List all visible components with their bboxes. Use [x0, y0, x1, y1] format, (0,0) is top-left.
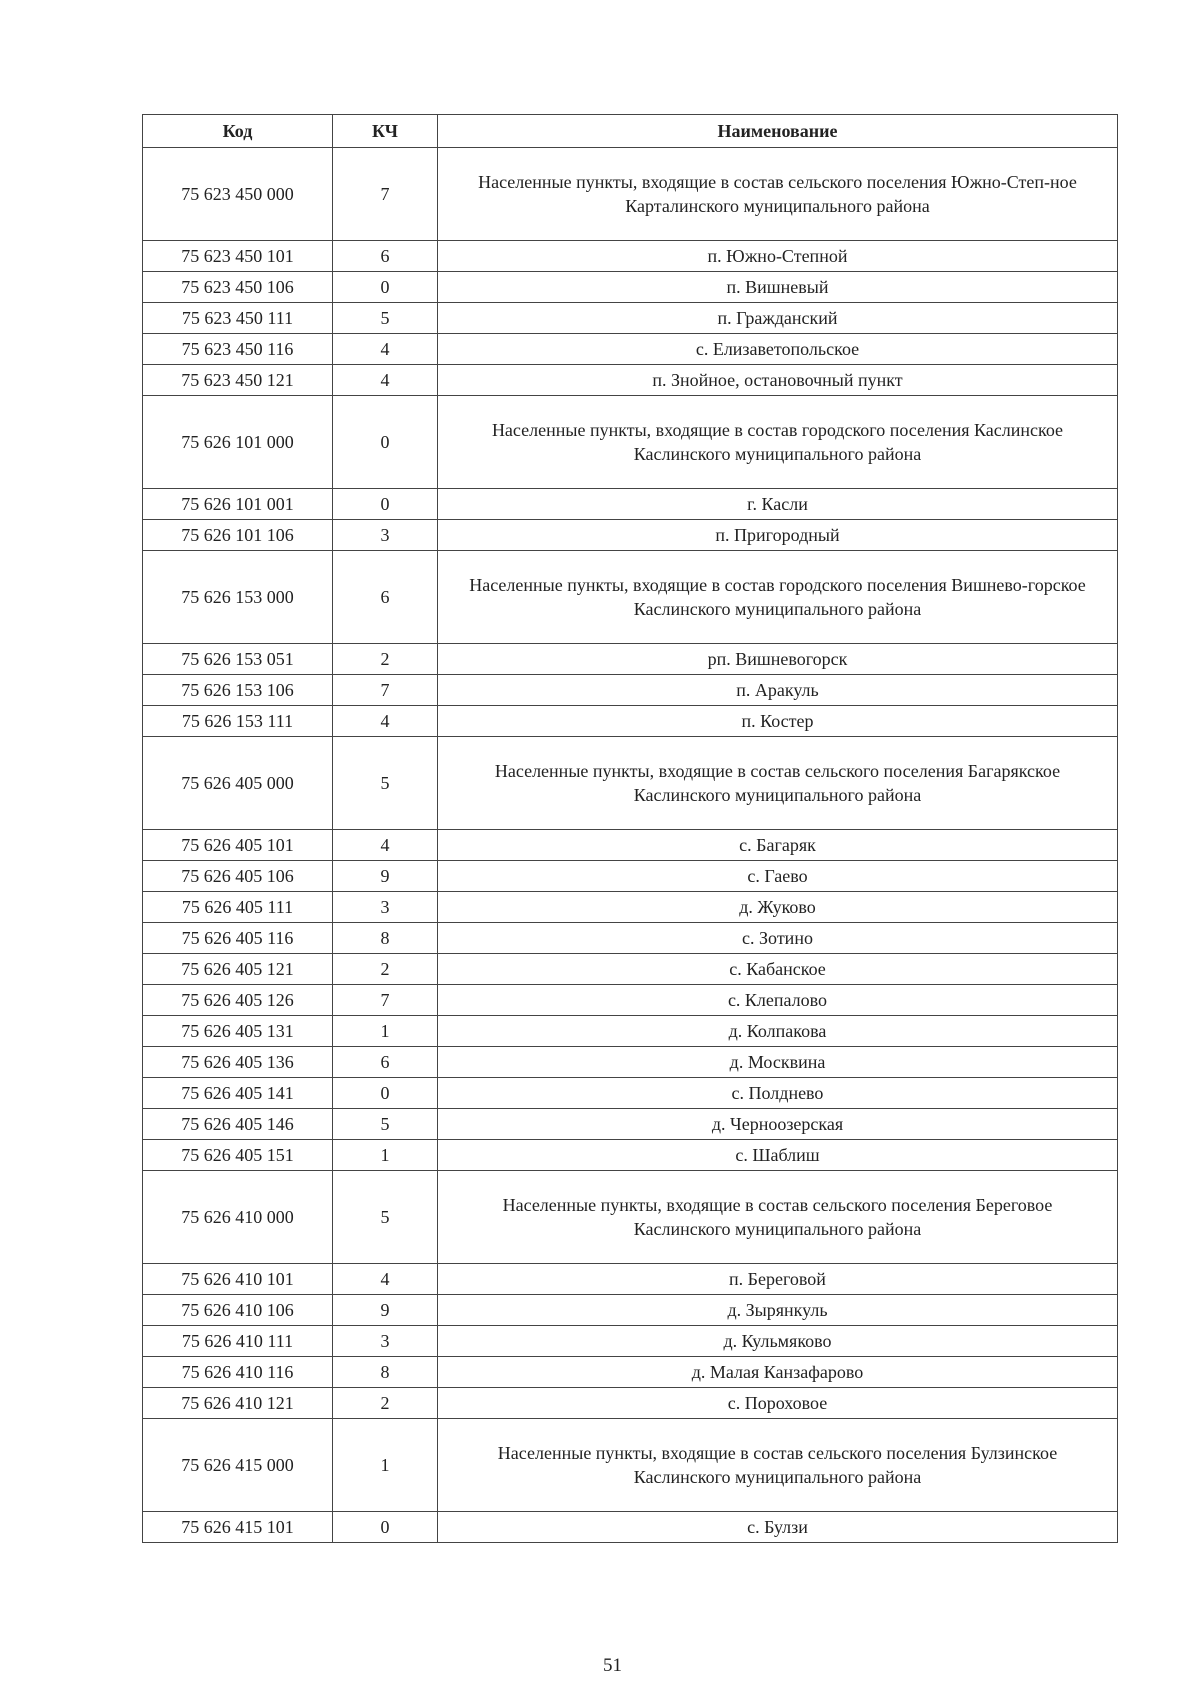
cell-name: д. Кульмяково [438, 1326, 1118, 1357]
cell-code: 75 626 410 106 [143, 1295, 333, 1326]
cell-name: с. Клепалово [438, 985, 1118, 1016]
table-row [143, 675, 1118, 706]
cell-kch: 3 [333, 1326, 438, 1357]
cell-code: 75 626 405 136 [143, 1047, 333, 1078]
cell-code: 75 626 415 000 [143, 1419, 333, 1512]
cell-code: 75 626 101 000 [143, 396, 333, 489]
cell-name: Населенные пункты, входящие в состав сельского поселения Булзинское Каслинского муниципального района [438, 1419, 1118, 1512]
table-row [143, 923, 1118, 954]
table-header-row [143, 115, 1118, 148]
cell-name: Населенные пункты, входящие в состав городского поселения Каслинское Каслинского муниципального района [438, 396, 1118, 489]
cell-code: 75 623 450 116 [143, 334, 333, 365]
cell-name: п. Береговой [438, 1264, 1118, 1295]
table-row [143, 861, 1118, 892]
table-group-row [143, 737, 1118, 830]
cell-name: Населенные пункты, входящие в состав сельского поселения Южно-Степ-ное Карталинского муниципального района [438, 148, 1118, 241]
table-row [143, 1295, 1118, 1326]
cell-code: 75 626 410 116 [143, 1357, 333, 1388]
cell-kch: 4 [333, 365, 438, 396]
cell-name: Населенные пункты, входящие в состав сельского поселения Багарякское Каслинского муниципального района [438, 737, 1118, 830]
classifier-page [142, 114, 1117, 1543]
cell-kch: 3 [333, 520, 438, 551]
cell-code: 75 626 153 106 [143, 675, 333, 706]
header-code: Код [143, 115, 333, 148]
cell-name: с. Елизаветопольское [438, 334, 1118, 365]
cell-code: 75 626 410 101 [143, 1264, 333, 1295]
cell-name: п. Южно-Степной [438, 241, 1118, 272]
cell-name: п. Знойное, остановочный пункт [438, 365, 1118, 396]
cell-name: д. Колпакова [438, 1016, 1118, 1047]
classifier-table [142, 114, 1118, 1543]
cell-kch: 1 [333, 1419, 438, 1512]
table-row [143, 241, 1118, 272]
cell-kch: 5 [333, 1109, 438, 1140]
cell-kch: 8 [333, 923, 438, 954]
cell-kch: 4 [333, 830, 438, 861]
table-row [143, 1326, 1118, 1357]
cell-code: 75 626 153 111 [143, 706, 333, 737]
cell-code: 75 623 450 121 [143, 365, 333, 396]
cell-code: 75 626 410 121 [143, 1388, 333, 1419]
cell-kch: 4 [333, 706, 438, 737]
cell-kch: 1 [333, 1016, 438, 1047]
cell-kch: 7 [333, 675, 438, 706]
table-row [143, 985, 1118, 1016]
table-row [143, 1078, 1118, 1109]
cell-code: 75 626 405 141 [143, 1078, 333, 1109]
cell-kch: 4 [333, 334, 438, 365]
table-row [143, 520, 1118, 551]
table-row [143, 1140, 1118, 1171]
cell-code: 75 623 450 111 [143, 303, 333, 334]
cell-code: 75 626 405 131 [143, 1016, 333, 1047]
cell-code: 75 623 450 101 [143, 241, 333, 272]
cell-name: Населенные пункты, входящие в состав сельского поселения Береговое Каслинского муниципального района [438, 1171, 1118, 1264]
cell-name: п. Вишневый [438, 272, 1118, 303]
cell-kch: 9 [333, 1295, 438, 1326]
cell-name: с. Гаево [438, 861, 1118, 892]
cell-name: д. Зырянкуль [438, 1295, 1118, 1326]
table-row [143, 1388, 1118, 1419]
table-row [143, 334, 1118, 365]
table-row [143, 489, 1118, 520]
cell-name: Населенные пункты, входящие в состав городского поселения Вишнево-горское Каслинского муниципального района [438, 551, 1118, 644]
cell-code: 75 626 415 101 [143, 1512, 333, 1543]
cell-code: 75 626 405 000 [143, 737, 333, 830]
cell-kch: 2 [333, 1388, 438, 1419]
table-row [143, 1264, 1118, 1295]
header-kch: КЧ [333, 115, 438, 148]
cell-code: 75 623 450 000 [143, 148, 333, 241]
cell-name: рп. Вишневогорск [438, 644, 1118, 675]
cell-code: 75 626 405 151 [143, 1140, 333, 1171]
cell-kch: 7 [333, 148, 438, 241]
cell-name: п. Костер [438, 706, 1118, 737]
cell-code: 75 626 405 111 [143, 892, 333, 923]
cell-code: 75 626 405 116 [143, 923, 333, 954]
cell-kch: 6 [333, 241, 438, 272]
cell-kch: 7 [333, 985, 438, 1016]
table-row [143, 1512, 1118, 1543]
table-row [143, 1109, 1118, 1140]
cell-name: д. Малая Канзафарово [438, 1357, 1118, 1388]
table-group-row [143, 396, 1118, 489]
cell-name: с. Зотино [438, 923, 1118, 954]
cell-kch: 6 [333, 1047, 438, 1078]
cell-kch: 2 [333, 954, 438, 985]
header-name: Наименование [438, 115, 1118, 148]
cell-kch: 5 [333, 737, 438, 830]
cell-name: д. Москвина [438, 1047, 1118, 1078]
cell-code: 75 626 405 106 [143, 861, 333, 892]
cell-code: 75 626 153 000 [143, 551, 333, 644]
table-group-row [143, 1171, 1118, 1264]
table-group-row [143, 148, 1118, 241]
table-row [143, 303, 1118, 334]
cell-kch: 8 [333, 1357, 438, 1388]
cell-code: 75 626 101 106 [143, 520, 333, 551]
cell-code: 75 626 405 126 [143, 985, 333, 1016]
cell-name: с. Багаряк [438, 830, 1118, 861]
cell-kch: 0 [333, 489, 438, 520]
cell-name: д. Жуково [438, 892, 1118, 923]
table-row [143, 644, 1118, 675]
table-row [143, 272, 1118, 303]
page-number: 51 [603, 1655, 622, 1676]
cell-kch: 1 [333, 1140, 438, 1171]
cell-code: 75 626 410 111 [143, 1326, 333, 1357]
table-row [143, 1016, 1118, 1047]
cell-kch: 3 [333, 892, 438, 923]
cell-kch: 0 [333, 1512, 438, 1543]
cell-code: 75 626 405 121 [143, 954, 333, 985]
cell-name: с. Пороховое [438, 1388, 1118, 1419]
table-row [143, 1047, 1118, 1078]
table-row [143, 892, 1118, 923]
cell-kch: 0 [333, 272, 438, 303]
cell-name: с. Шаблиш [438, 1140, 1118, 1171]
cell-name: п. Гражданский [438, 303, 1118, 334]
cell-code: 75 626 410 000 [143, 1171, 333, 1264]
cell-code: 75 626 153 051 [143, 644, 333, 675]
cell-kch: 0 [333, 396, 438, 489]
cell-name: с. Полднево [438, 1078, 1118, 1109]
cell-code: 75 626 405 101 [143, 830, 333, 861]
cell-kch: 5 [333, 303, 438, 334]
cell-kch: 4 [333, 1264, 438, 1295]
table-row [143, 365, 1118, 396]
table-row [143, 954, 1118, 985]
cell-name: с. Кабанское [438, 954, 1118, 985]
cell-code: 75 626 101 001 [143, 489, 333, 520]
table-group-row [143, 551, 1118, 644]
table-row [143, 830, 1118, 861]
cell-name: д. Черноозерская [438, 1109, 1118, 1140]
cell-name: п. Пригородный [438, 520, 1118, 551]
cell-kch: 9 [333, 861, 438, 892]
cell-name: г. Касли [438, 489, 1118, 520]
table-row [143, 706, 1118, 737]
cell-kch: 6 [333, 551, 438, 644]
cell-name: п. Аракуль [438, 675, 1118, 706]
table-group-row [143, 1419, 1118, 1512]
cell-code: 75 623 450 106 [143, 272, 333, 303]
cell-kch: 5 [333, 1171, 438, 1264]
cell-kch: 2 [333, 644, 438, 675]
cell-code: 75 626 405 146 [143, 1109, 333, 1140]
table-row [143, 1357, 1118, 1388]
cell-kch: 0 [333, 1078, 438, 1109]
cell-name: с. Булзи [438, 1512, 1118, 1543]
